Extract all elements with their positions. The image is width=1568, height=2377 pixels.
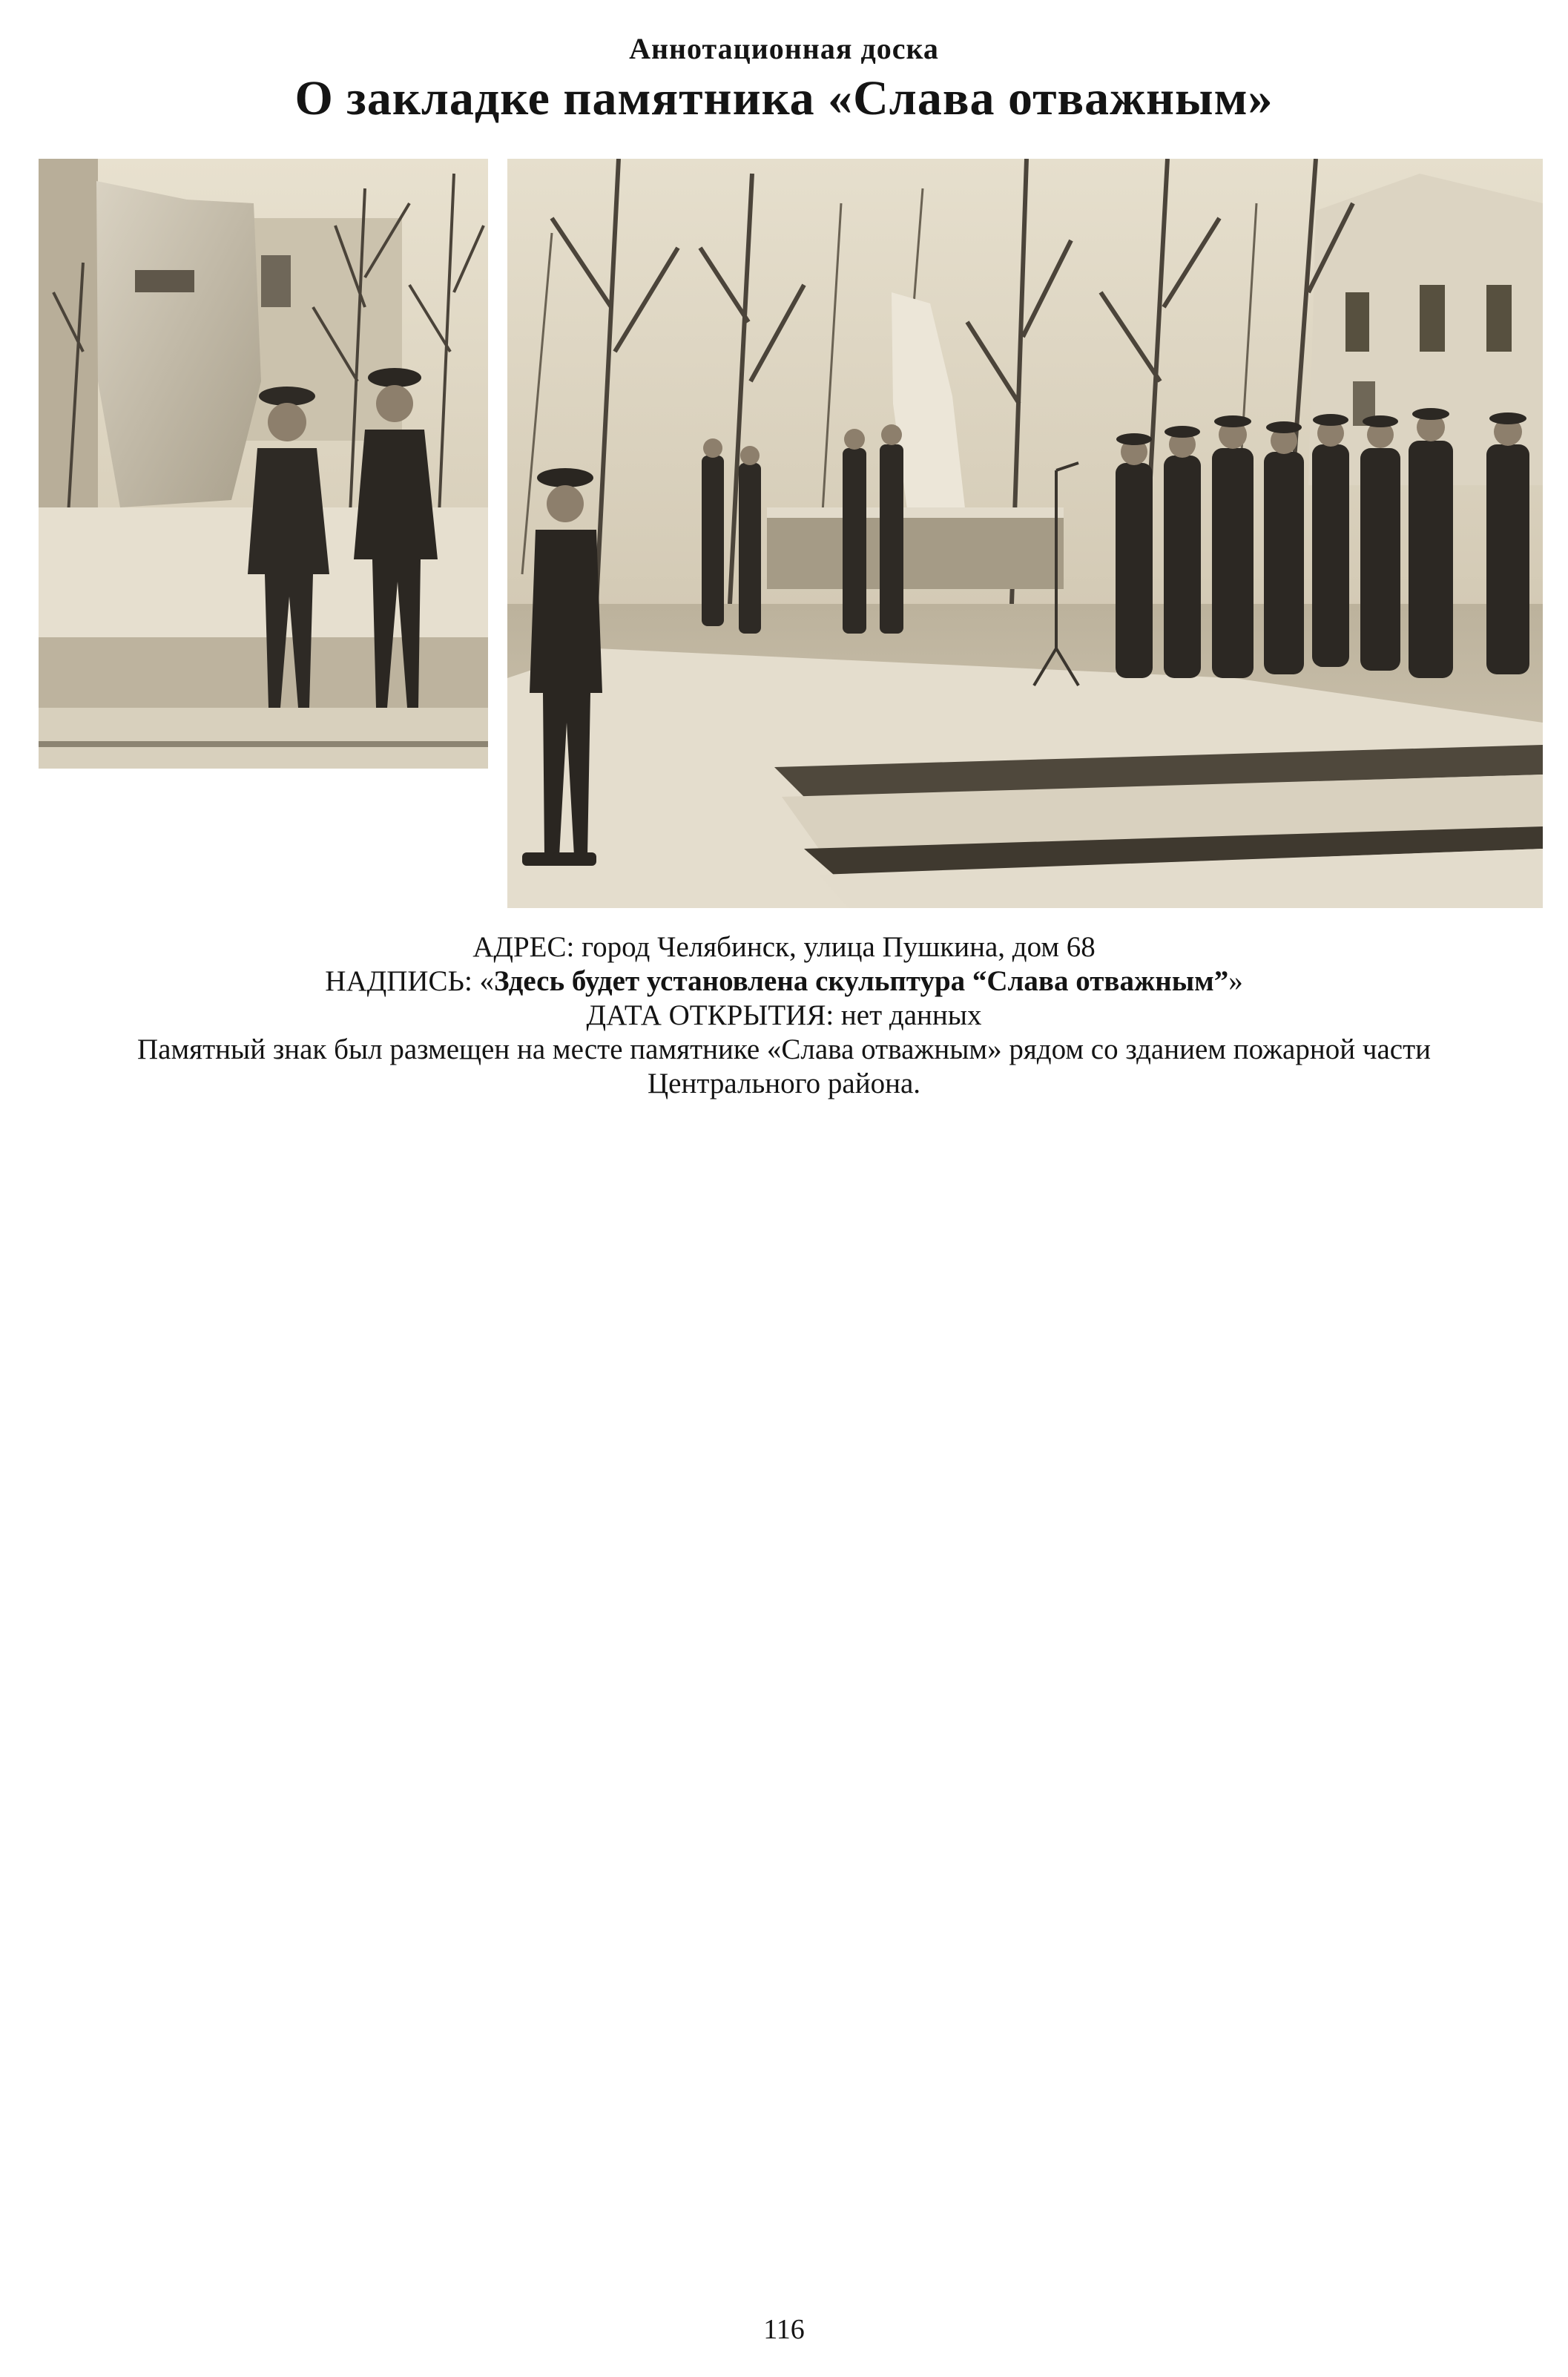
page-number: 116 — [763, 2314, 805, 2345]
page-subtitle: Аннотационная доска — [629, 32, 939, 65]
photo-officers-at-stone-image — [39, 159, 488, 769]
description-text: Памятный знак был размещен на месте памятнике «Слава отважным» рядом со зданием пожарной части Центрального района. — [136, 1033, 1431, 1099]
inscription-close-quote: » — [1228, 965, 1243, 997]
opening-date-value: нет данных — [840, 999, 982, 1031]
opening-date-label: ДАТА ОТКРЫТИЯ: — [586, 999, 834, 1031]
inscription-label: НАДПИСЬ: — [325, 965, 472, 997]
inscription-line — [89, 964, 1479, 999]
page-title: О закладке памятника «Слава отважным» — [294, 71, 1274, 125]
inscription-open-quote: « — [479, 965, 495, 997]
inscription-value: Здесь будет установлена скульптура “Слава отважным” — [494, 965, 1229, 997]
address-line — [89, 930, 1479, 964]
address-label: АДРЕС: — [472, 931, 575, 963]
photo-formation-at-memorial — [507, 159, 1543, 908]
address-value: город Челябинск, улица Пушкина, дом 68 — [582, 931, 1096, 963]
caption-block — [89, 930, 1479, 1101]
opening-date-line — [89, 999, 1479, 1033]
photo-formation-at-memorial-image — [507, 159, 1543, 908]
photo-officers-at-stone — [39, 159, 488, 769]
